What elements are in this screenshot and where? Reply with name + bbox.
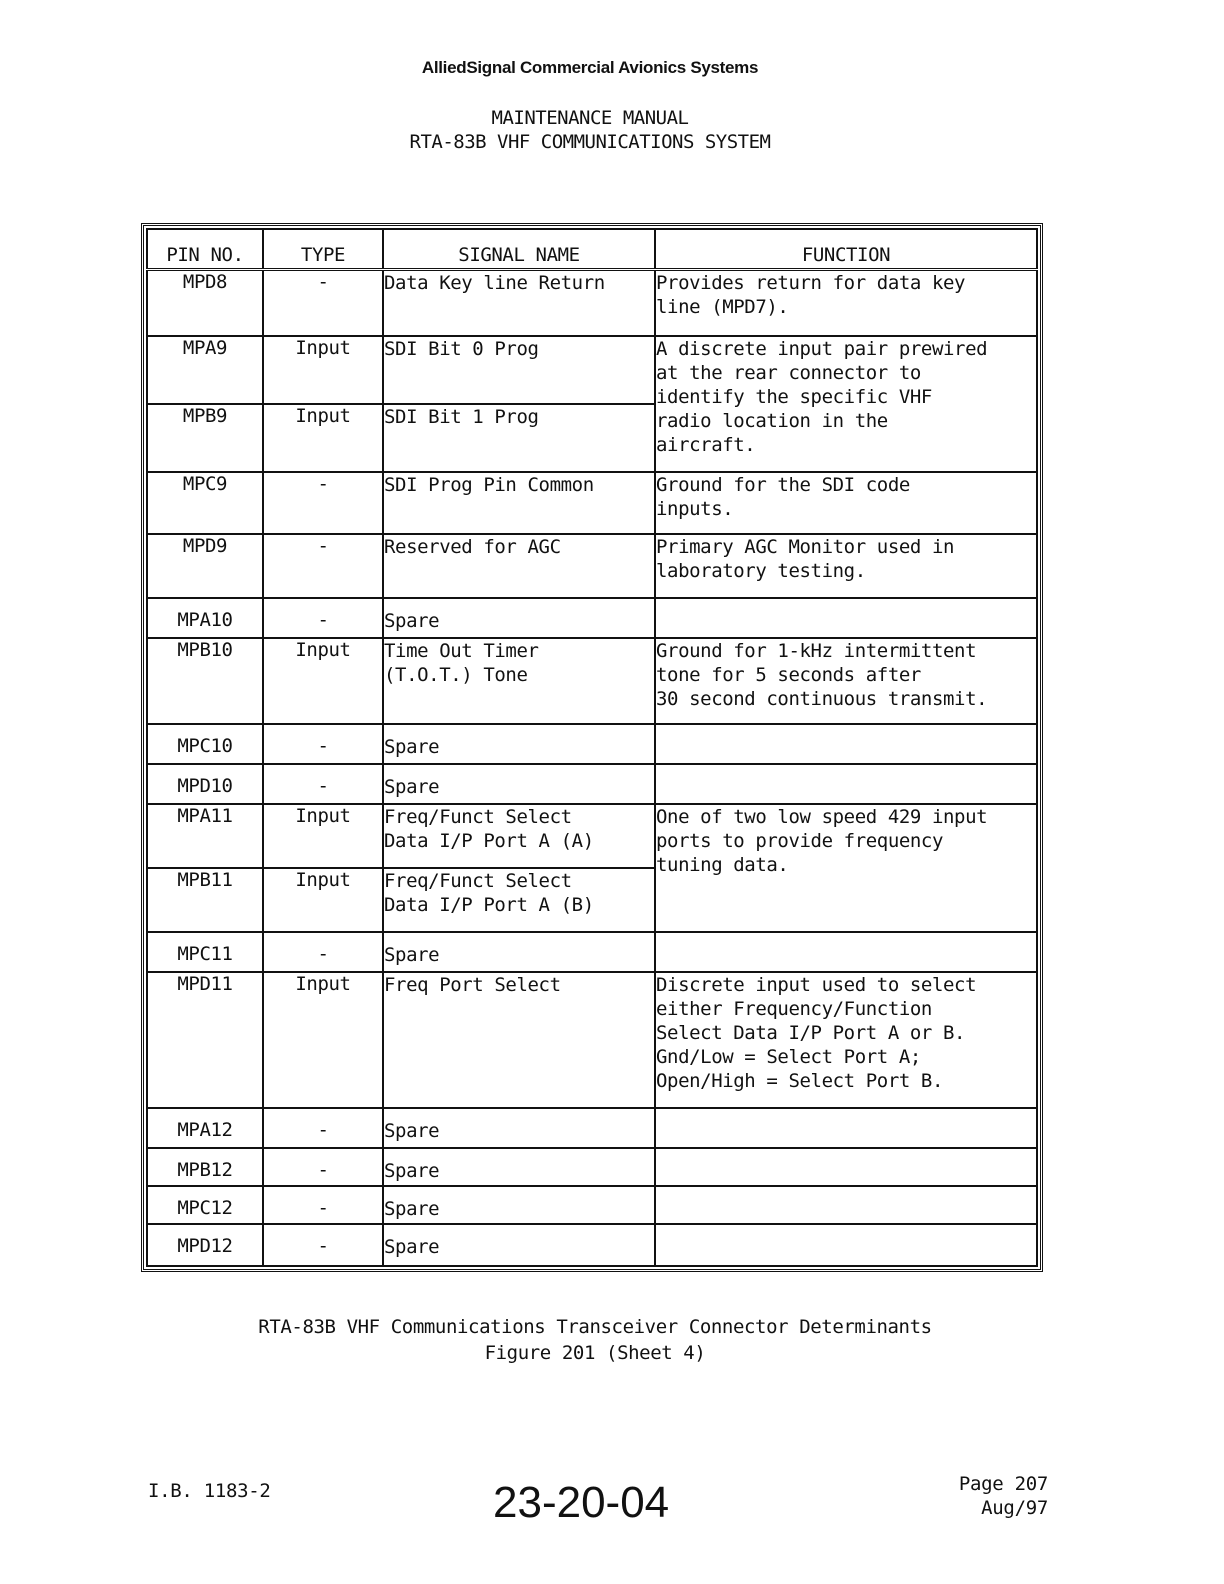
type-cell: - [263, 1224, 383, 1266]
table-row [147, 1108, 1037, 1148]
table-row [147, 724, 1037, 764]
figure-caption [0, 1314, 1190, 1366]
function-cell [655, 932, 1037, 972]
type-cell: Input [263, 404, 383, 472]
signal-cell: Freq/Funct Select Data I/P Port A (B) [383, 868, 655, 932]
figure-caption-title: RTA-83B VHF Communications Transceiver Connector Determinants [258, 1316, 932, 1338]
type-cell: Input [263, 868, 383, 932]
connector-table-frame [141, 223, 1043, 1272]
type-cell: Input [263, 972, 383, 1108]
table-row [147, 270, 1037, 336]
manual-title-line1: MAINTENANCE MANUAL [491, 107, 689, 129]
type-cell: - [263, 270, 383, 336]
table-row [147, 472, 1037, 534]
manual-title [0, 106, 1180, 154]
signal-cell: Spare [383, 1148, 655, 1186]
function-cell [655, 724, 1037, 764]
pin-cell: MPC10 [147, 724, 263, 764]
signal-cell: Data Key line Return [383, 270, 655, 336]
table-row [147, 1224, 1037, 1266]
figure-caption-number: Figure 201 (Sheet 4) [484, 1342, 706, 1364]
pin-cell: MPB11 [147, 868, 263, 932]
table-header-row [147, 229, 1037, 270]
type-cell: - [263, 472, 383, 534]
function-cell [655, 764, 1037, 804]
function-cell: Ground for the SDI code inputs. [655, 472, 1037, 534]
signal-cell: Spare [383, 1108, 655, 1148]
type-cell: Input [263, 804, 383, 868]
table-row [147, 804, 1037, 868]
signal-cell: Spare [383, 724, 655, 764]
function-cell [655, 1108, 1037, 1148]
type-cell: - [263, 764, 383, 804]
function-cell [655, 1186, 1037, 1224]
ib-number: I.B. 1183-2 [148, 1480, 271, 1502]
signal-cell: SDI Bit 1 Prog [383, 404, 655, 472]
function-cell [655, 1224, 1037, 1266]
company-name: AlliedSignal Commercial Avionics Systems [421, 58, 759, 77]
type-cell: Input [263, 336, 383, 404]
column-header-pin: PIN NO. [147, 229, 263, 270]
signal-cell: SDI Prog Pin Common [383, 472, 655, 534]
function-cell [655, 1148, 1037, 1186]
pin-cell: MPA12 [147, 1108, 263, 1148]
pin-cell: MPB9 [147, 404, 263, 472]
pin-cell: MPD11 [147, 972, 263, 1108]
pin-cell: MPB10 [147, 638, 263, 724]
function-cell: Ground for 1-kHz intermittent tone for 5 seconds after 30 second continuous transmit. [655, 638, 1037, 724]
signal-cell: Time Out Timer (T.O.T.) Tone [383, 638, 655, 724]
table-row [147, 336, 1037, 404]
pin-cell: MPD12 [147, 1224, 263, 1266]
table-row [147, 534, 1037, 598]
function-cell: Primary AGC Monitor used in laboratory testing. [655, 534, 1037, 598]
table-row [147, 638, 1037, 724]
type-cell: - [263, 724, 383, 764]
table-row [147, 598, 1037, 638]
signal-cell: Spare [383, 598, 655, 638]
function-cell [655, 598, 1037, 638]
pin-cell: MPA10 [147, 598, 263, 638]
function-cell: Discrete input used to select either Frequency/Function Select Data I/P Port A or B. Gnd/Low = Select Port A; Open/High = Select Port B. [655, 972, 1037, 1108]
page-number: Page 207 [958, 1473, 1048, 1495]
column-header-function: FUNCTION [655, 229, 1037, 270]
function-cell: A discrete input pair prewired at the rear connector to identify the specific VHF radio location in the aircraft. [655, 336, 1037, 472]
table-row [147, 1148, 1037, 1186]
manual-title-line2: RTA-83B VHF COMMUNICATIONS SYSTEM [409, 131, 771, 153]
type-cell: - [263, 1148, 383, 1186]
pin-cell: MPA11 [147, 804, 263, 868]
type-cell: Input [263, 638, 383, 724]
type-cell: - [263, 534, 383, 598]
type-cell: - [263, 932, 383, 972]
pin-cell: MPC12 [147, 1186, 263, 1224]
signal-cell: Spare [383, 1186, 655, 1224]
pin-cell: MPD8 [147, 270, 263, 336]
page-info [959, 1472, 1048, 1520]
signal-cell: Spare [383, 1224, 655, 1266]
pin-cell: MPC9 [147, 472, 263, 534]
signal-cell: Reserved for AGC [383, 534, 655, 598]
table-row [147, 972, 1037, 1108]
pin-cell: MPD10 [147, 764, 263, 804]
signal-cell: Spare [383, 764, 655, 804]
pin-cell: MPC11 [147, 932, 263, 972]
pin-cell: MPA9 [147, 336, 263, 404]
signal-cell: Freq/Funct Select Data I/P Port A (A) [383, 804, 655, 868]
function-cell: One of two low speed 429 input ports to provide frequency tuning data. [655, 804, 1037, 932]
pin-cell: MPD9 [147, 534, 263, 598]
pin-cell: MPB12 [147, 1148, 263, 1186]
type-cell: - [263, 1186, 383, 1224]
signal-cell: SDI Bit 0 Prog [383, 336, 655, 404]
signal-cell: Freq Port Select [383, 972, 655, 1108]
table-row [147, 764, 1037, 804]
column-header-type: TYPE [263, 229, 383, 270]
function-cell: Provides return for data key line (MPD7). [655, 270, 1037, 336]
signal-cell: Spare [383, 932, 655, 972]
document-number: 23-20-04 [493, 1478, 670, 1527]
table-row [147, 932, 1037, 972]
column-header-signal: SIGNAL NAME [383, 229, 655, 270]
connector-pin-table [146, 228, 1038, 1267]
type-cell: - [263, 1108, 383, 1148]
type-cell: - [263, 598, 383, 638]
revision-date: Aug/97 [981, 1497, 1048, 1519]
table-row [147, 1186, 1037, 1224]
